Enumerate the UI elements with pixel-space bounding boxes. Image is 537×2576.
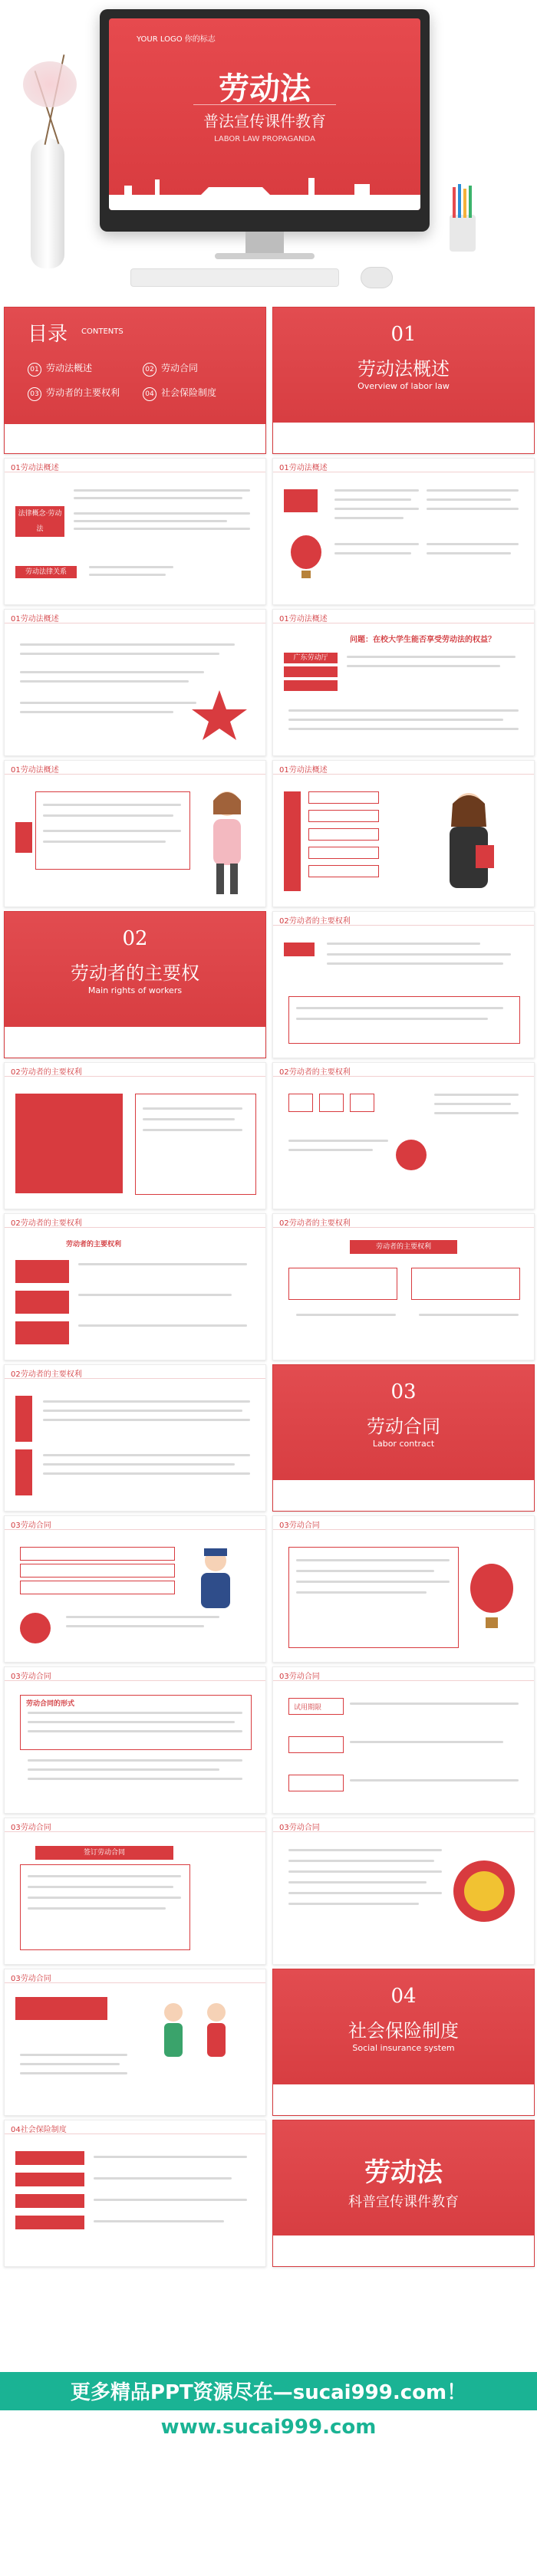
relation-box: 劳动法律关系 <box>15 566 77 578</box>
toc-title: 目录 <box>28 323 68 346</box>
slide-header: 01劳动法概述 <box>5 761 265 775</box>
toc-item-3[interactable] <box>28 386 120 401</box>
slide-end[interactable] <box>272 2120 535 2267</box>
skyline-footer <box>5 424 265 453</box>
toc-item-4-num: 04 <box>143 387 156 401</box>
label-box <box>15 1260 69 1283</box>
hero-subtitle: 普法宣传课件教育 <box>203 112 326 130</box>
text-line <box>74 528 250 530</box>
toc-item-3-label: 劳动者的主要权利 <box>46 387 120 398</box>
text-line <box>327 962 503 965</box>
label-box <box>284 666 338 677</box>
text-line <box>43 1454 250 1456</box>
trial-label: 试用期限 <box>294 1704 322 1712</box>
slide-overview-6[interactable] <box>272 760 535 907</box>
label-box <box>15 2216 84 2229</box>
label-box <box>284 680 338 691</box>
label-box <box>15 822 32 853</box>
slide-header: 01劳动法概述 <box>5 610 265 623</box>
section-title: 劳动合同 <box>367 1416 440 1437</box>
text-line <box>296 1570 434 1572</box>
text-line <box>28 1778 242 1780</box>
slide-header: 03劳动合同 <box>273 1818 534 1832</box>
icon-box <box>319 1094 344 1112</box>
label-box <box>15 1449 32 1495</box>
guangdong-box: 广东劳动厅 <box>284 653 338 663</box>
meeting-box: 劳动者的主要权利 <box>350 1240 457 1254</box>
icon-box <box>288 1094 313 1112</box>
monitor-base <box>215 253 315 259</box>
slide-header: 03劳动合同 <box>5 1969 265 1983</box>
text-line <box>334 543 419 545</box>
list-item <box>308 865 379 877</box>
slide-header: 02劳动者的主要权利 <box>5 1063 265 1077</box>
text-line <box>78 1294 232 1296</box>
footer-banner-text: 更多精品PPT资源尽在—sucai999.com！ <box>70 2381 467 2404</box>
text-line <box>94 2220 224 2222</box>
text-line <box>427 543 519 545</box>
slide-rights-2[interactable] <box>4 1062 266 1209</box>
text-line <box>288 1903 419 1905</box>
text-line <box>288 1870 442 1873</box>
text-line <box>296 1314 396 1316</box>
slide-section-04[interactable] <box>272 1969 535 2116</box>
text-line <box>347 656 516 658</box>
toc-item-2[interactable] <box>143 361 198 377</box>
label-box <box>284 489 318 512</box>
text-line <box>78 1263 247 1265</box>
text-line <box>66 1625 204 1627</box>
slide-contract-2[interactable] <box>272 1515 535 1663</box>
concept-box: 法律概念·劳动法 <box>15 506 64 537</box>
slide-header: 01劳动法概述 <box>273 610 534 623</box>
text-line <box>288 1892 442 1894</box>
trial-box <box>288 1698 344 1715</box>
text-line <box>94 2199 247 2201</box>
section-number: 04 <box>390 1985 417 2008</box>
slide-header: 04社会保险制度 <box>5 2120 265 2134</box>
section-title: 劳动者的主要权 <box>71 962 199 984</box>
text-line <box>28 1875 181 1877</box>
content-box <box>288 1268 397 1300</box>
text-line <box>20 653 219 655</box>
pencil-cup-illustration <box>445 184 480 253</box>
section-number: 02 <box>122 927 148 950</box>
slide-header: 02劳动者的主要权利 <box>273 1214 534 1228</box>
skyline-footer <box>273 2084 534 2115</box>
label-box <box>15 2194 84 2208</box>
teacher-illustration <box>427 784 511 899</box>
slide-rights-5[interactable] <box>272 1213 535 1360</box>
balloon-icon <box>465 1562 519 1639</box>
slide-header: 03劳动合同 <box>5 1667 265 1681</box>
text-line <box>143 1118 235 1120</box>
text-line <box>288 719 503 721</box>
list-item <box>20 1547 175 1561</box>
list-item <box>308 828 379 841</box>
text-line <box>20 680 189 683</box>
text-line <box>427 552 511 554</box>
text-line <box>43 1410 242 1412</box>
slide-contract-4[interactable] <box>272 1666 535 1814</box>
text-line <box>28 1712 242 1714</box>
text-line <box>296 1559 450 1561</box>
text-line <box>434 1112 519 1114</box>
hero-en-subtitle: LABOR LAW PROPAGANDA <box>214 135 315 143</box>
slide-header: 02劳动者的主要权利 <box>5 1214 265 1228</box>
text-line <box>94 2156 247 2158</box>
keyboard-illustration <box>130 268 339 287</box>
text-line <box>78 1324 247 1327</box>
text-line <box>89 574 166 576</box>
text-line <box>296 1581 450 1583</box>
slide-contract-3[interactable] <box>4 1666 266 1814</box>
text-line <box>43 830 181 832</box>
toc-item-1-label: 劳动法概述 <box>46 363 93 373</box>
police-illustration <box>181 1542 250 1611</box>
text-line <box>288 1881 427 1883</box>
toc-item-3-num: 03 <box>28 387 41 401</box>
slide-rights-1[interactable] <box>272 911 535 1058</box>
skyline-footer <box>273 423 534 453</box>
balloon-icon <box>288 535 324 581</box>
slide-overview-1[interactable] <box>4 458 266 605</box>
slide-header: 02劳动者的主要权利 <box>273 912 534 926</box>
text-line <box>20 2072 127 2074</box>
sign-box: 签订劳动合同 <box>35 1846 173 1860</box>
text-line <box>427 489 519 492</box>
text-line <box>43 1463 235 1466</box>
slide-header: 03劳动合同 <box>5 1818 265 1832</box>
content-box <box>411 1268 520 1300</box>
text-line <box>66 1616 219 1618</box>
text-line <box>28 1730 242 1732</box>
text-line <box>327 953 511 956</box>
blossom-illustration <box>23 61 77 107</box>
list-item <box>308 847 379 859</box>
text-line <box>434 1094 519 1096</box>
list-item <box>20 1581 175 1594</box>
text-line <box>43 1472 250 1475</box>
section-number: 01 <box>390 323 417 346</box>
text-line <box>350 1779 519 1781</box>
woman-illustration <box>196 784 258 899</box>
text-line <box>43 1400 250 1403</box>
slide-section-02[interactable] <box>4 911 266 1058</box>
slide-header: 02劳动者的主要权利 <box>5 1365 265 1379</box>
hero-divider <box>193 104 336 105</box>
skyline-footer <box>273 2235 534 2266</box>
text-line <box>288 728 519 730</box>
slide-contract-6[interactable] <box>272 1818 535 1965</box>
monitor-mockup <box>100 9 430 232</box>
text-line <box>296 1007 503 1009</box>
text-line <box>28 1768 219 1771</box>
text-line <box>94 2177 232 2180</box>
list-item <box>20 1564 175 1578</box>
label-box <box>15 2151 84 2165</box>
slide-header: 01劳动法概述 <box>273 459 534 472</box>
text-line <box>20 702 196 704</box>
national-emblem-icon <box>450 1857 519 1926</box>
text-line <box>20 711 173 713</box>
star-icon <box>189 686 250 740</box>
slide-rights-3[interactable] <box>272 1062 535 1209</box>
skyline-footer <box>273 1480 534 1511</box>
text-line <box>143 1129 242 1131</box>
label-box <box>284 943 315 956</box>
text-line <box>334 498 411 501</box>
slide-rights-4[interactable] <box>4 1213 266 1360</box>
workers-illustration <box>143 1995 250 2064</box>
section-en-title: Labor contract <box>372 1439 435 1449</box>
icon-box <box>350 1094 374 1112</box>
text-line <box>288 1140 388 1142</box>
label-box <box>15 2173 84 2186</box>
slide-header: 01劳动法概述 <box>5 459 265 472</box>
toc-item-4-label: 社会保险制度 <box>161 387 217 398</box>
text-line <box>43 841 166 843</box>
end-subtitle: 科普宣传课件教育 <box>348 2194 459 2210</box>
text-line <box>43 814 173 817</box>
rights-heading: 劳动者的主要权利 <box>66 1241 122 1249</box>
text-line <box>296 1591 427 1594</box>
slide-rights-6[interactable] <box>4 1364 266 1512</box>
slide-overview-5[interactable] <box>4 760 266 907</box>
slide-contract-1[interactable] <box>4 1515 266 1663</box>
text-line <box>427 498 511 501</box>
text-line <box>74 520 227 522</box>
hero-logo: YOUR LOGO 你的标志 <box>137 35 216 44</box>
end-title: 劳动法 <box>364 2157 443 2188</box>
list-item <box>288 1736 344 1753</box>
section-en-title: Main rights of workers <box>87 985 183 995</box>
slide-social-1[interactable] <box>4 2120 266 2267</box>
text-line <box>334 552 411 554</box>
slide-overview-3[interactable] <box>4 609 266 756</box>
slide-toc[interactable] <box>4 307 266 454</box>
list-item <box>308 810 379 822</box>
text-line <box>20 2063 120 2065</box>
vase-illustration <box>31 138 64 268</box>
text-line <box>419 1314 519 1316</box>
skyline-footer <box>5 1027 265 1058</box>
text-line <box>327 943 480 945</box>
text-line <box>28 1886 173 1888</box>
text-line <box>28 1907 166 1910</box>
text-line <box>28 1721 235 1723</box>
list-item <box>308 791 379 804</box>
text-line <box>89 566 173 568</box>
content-box <box>288 996 520 1044</box>
text-line <box>74 512 250 515</box>
text-line <box>288 1149 373 1151</box>
text-line <box>288 709 519 712</box>
slide-header: 03劳动合同 <box>5 1516 265 1530</box>
label-box <box>15 1291 69 1314</box>
slide-section-03[interactable] <box>272 1364 535 1512</box>
section-en-title: Overview of labor law <box>357 381 450 391</box>
label-box <box>15 1321 69 1344</box>
text-line <box>143 1107 242 1110</box>
slide-header: 03劳动合同 <box>273 1516 534 1530</box>
label-box <box>15 1997 107 2020</box>
highlight-box <box>15 1094 123 1193</box>
toc-item-1-num: 01 <box>28 363 41 377</box>
text-line <box>288 1860 434 1862</box>
slide-contract-7[interactable] <box>4 1969 266 2116</box>
text-line <box>434 1103 511 1105</box>
section-title: 劳动法概述 <box>357 358 450 380</box>
section-title: 社会保险制度 <box>348 2020 459 2041</box>
slide-overview-2[interactable] <box>272 458 535 605</box>
mouse-illustration <box>361 267 393 288</box>
monitor-stand <box>245 232 284 255</box>
text-line <box>28 1759 242 1762</box>
text-line <box>20 643 235 646</box>
list-item <box>288 1775 344 1791</box>
text-line <box>28 1897 181 1899</box>
text-line <box>347 665 500 667</box>
contract-form-heading: 劳动合同的形式 <box>26 1700 75 1708</box>
text-line <box>43 804 181 806</box>
toc-item-2-num: 02 <box>143 363 156 377</box>
slide-contract-5[interactable] <box>4 1818 266 1965</box>
text-line <box>350 1741 503 1743</box>
content-box <box>288 1547 459 1648</box>
emblem-icon <box>20 1613 51 1643</box>
slide-header: 01劳动法概述 <box>273 761 534 775</box>
text-line <box>334 489 419 492</box>
toc-item-2-label: 劳动合同 <box>161 363 199 373</box>
text-line <box>334 517 404 519</box>
text-line <box>350 1703 519 1705</box>
toc-item-1[interactable] <box>28 361 92 377</box>
hero-preview <box>0 0 537 301</box>
text-line <box>74 489 250 492</box>
label-box <box>284 791 301 891</box>
skyline-silhouette <box>109 164 420 210</box>
text-line <box>296 1018 488 1020</box>
text-line <box>288 1849 442 1851</box>
text-line <box>74 497 242 499</box>
section-en-title: Social insurance system <box>352 2043 455 2053</box>
text-line <box>20 671 204 673</box>
hero-title: 劳动法 <box>219 71 311 107</box>
center-circle <box>396 1140 427 1170</box>
text-line <box>427 508 519 510</box>
text-line <box>334 508 419 510</box>
slide-header: 03劳动合同 <box>273 1667 534 1681</box>
toc-title-en: CONTENTS <box>81 327 124 336</box>
footer-url[interactable]: www.sucai999.com <box>160 2416 377 2439</box>
text-line <box>20 2054 127 2056</box>
toc-item-4[interactable] <box>143 386 216 401</box>
label-box <box>15 1396 32 1442</box>
topic-question: 问题：在校大学生能否享受劳动法的权益？ <box>350 636 496 644</box>
text-line <box>43 1419 250 1421</box>
slide-overview-4[interactable] <box>272 609 535 756</box>
monitor-screen <box>109 18 420 210</box>
slide-header: 02劳动者的主要权利 <box>273 1063 534 1077</box>
section-number: 03 <box>390 1380 417 1403</box>
slide-section-01[interactable] <box>272 307 535 454</box>
